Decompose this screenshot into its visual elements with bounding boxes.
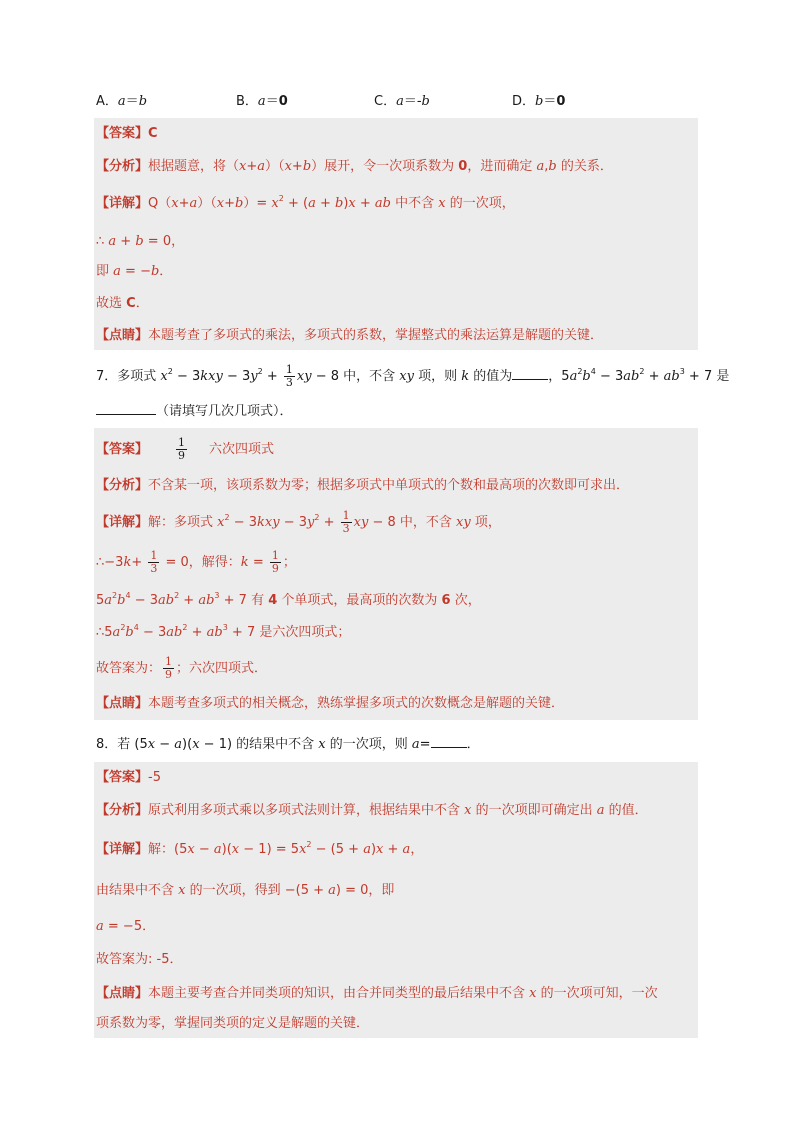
q8-comment-line2: 项系数为零，掌握同类项的定义是解题的关键．	[96, 1016, 370, 1031]
q8-comment-line1: 【点睛】本题主要考查合并同类项的知识，由合并同类型的最后结果中不含 x 的一次项可知，一次	[96, 986, 658, 1001]
q7-detail-5: 故答案为： $\frac{1}{9}$ ；六次四项式．	[96, 655, 268, 681]
option-d: D．b＝0	[512, 94, 566, 109]
q8-detail-1: 【详解】解：$(5x - a)(x - 1) = 5x^2 - (5 + a)x + a$，	[96, 840, 424, 857]
q8-detail-3: a = −5．	[96, 919, 156, 934]
q6-detail-1: 【详解】$Q(x+a)(x+b)= x^2 + (a + b)x$ + ab 中不含 x 的一次项，	[96, 194, 515, 211]
q8-detail-2: 由结果中不含 x 的一次项，得到 −(5 + a) = 0，即	[96, 883, 395, 898]
q7-analysis: 【分析】不含某一项，该项系数为零；根据多项式中单项式的个数和最高项的次数即可求出．	[96, 478, 630, 493]
q7-detail-2: ∴−3k+ $\frac{1}{3}$ = 0，解得：k = $\frac{1}{9}$ ；	[96, 549, 296, 575]
q7-detail-1: 【详解】解：多项式 $x^2 - 3kxy - 3y^2$ + $\frac{1}{3}$ xy − 8 中，不含 xy 项，	[96, 509, 501, 535]
q6-comment: 【点睛】本题考查了多项式的乘法，多项式的系数，掌握整式的乘法运算是解题的关键．	[96, 328, 604, 343]
option-a: A．a＝b	[96, 94, 148, 109]
q7-detail-4: $\therefore 5a^2b^4 - 3ab^2 + ab^3 + 7$ 是六次四项式；	[96, 623, 351, 640]
q7-detail-3: $5a^2b^4 - 3ab^2 + ab^3 + 7$ 有 4 个单项式，最高项的次数为 6 次，	[96, 591, 481, 608]
q8-analysis: 【分析】原式利用多项式乘以多项式法则计算，根据结果中不含 x 的一次项即可确定出 a 的值．	[96, 803, 648, 818]
q7-stem-line2: （请填写几次几项式）．	[96, 400, 293, 422]
q8-stem: 8．若 (5x − a)(x − 1) 的结果中不含 x 的一次项，则 a= ．	[96, 733, 480, 755]
option-b: B．a＝0	[236, 94, 288, 109]
q7-stem-line1: 7．多项式 $x^2 - 3kxy - 3y^2$ + $\frac{1}{3}$ xy − 8 中，不含 xy 项，则 k 的值为 ，$5a^2b^4 - 3ab^2 + ab^3 + 7$ 是	[96, 363, 730, 389]
q6-detail-4: 故选 C．	[96, 296, 149, 311]
q6-answer: 【答案】C	[96, 126, 158, 141]
q8-answer: 【答案】-5	[96, 770, 161, 785]
q6-detail-3: 即 a = −b．	[96, 264, 173, 279]
q8-detail-4: 故答案为: -5．	[96, 952, 183, 967]
q6-detail-2: ∴ a + b = 0，	[96, 234, 185, 249]
option-c: C．a＝-b	[374, 94, 430, 109]
q6-analysis: 【分析】根据题意，将（x+a）（x+b）展开，令一次项系数为 0，进而确定 a,b 的关系．	[96, 159, 613, 174]
q7-answer: 【答案】 $\frac{1}{9}$ 六次四项式	[96, 436, 275, 462]
q6-solution-block	[94, 118, 698, 350]
q7-comment: 【点睛】本题考查多项式的相关概念，熟练掌握多项式的次数概念是解题的关键．	[96, 696, 565, 711]
